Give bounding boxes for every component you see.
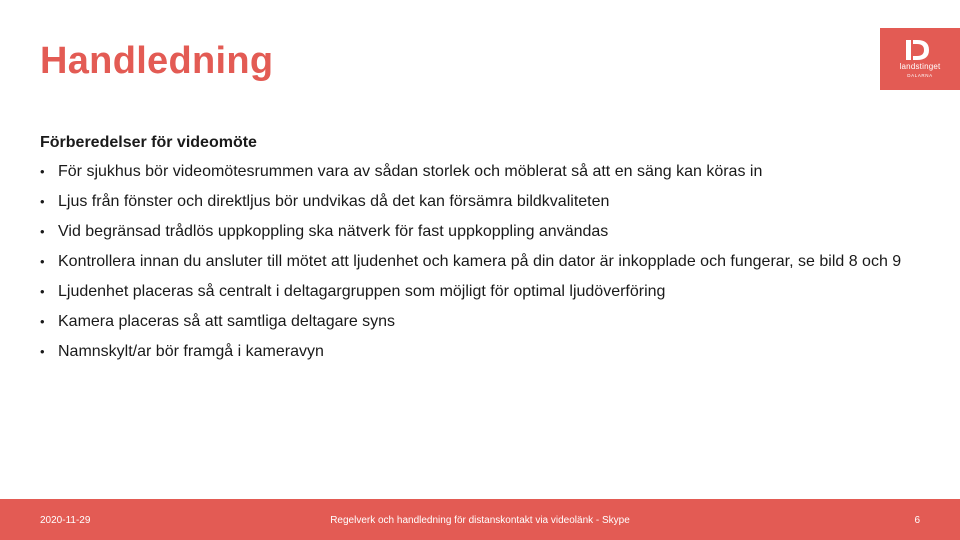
slide-title: Handledning [40, 40, 274, 82]
bullet-item: • För sjukhus bör videomötesrummen vara av sådan storlek och möblerat så att en säng kan köras in [40, 163, 930, 181]
landstinget-logo-icon [902, 40, 938, 62]
bullet-item: • Ljus från fönster och direktljus bör undvikas då det kan försämra bildkvaliteten [40, 193, 930, 211]
logo-name: landstinget [899, 62, 941, 71]
section-heading: Förberedelser för videomöte [40, 134, 257, 151]
bullet-item: • Kontrollera innan du ansluter till mötet att ljudenhet och kamera på din dator är inkopplade och fungerar, se bild 8 och 9 [40, 253, 930, 271]
bullet-list [40, 163, 930, 373]
bullet-item: • Ljudenhet placeras så centralt i deltagargruppen som möjligt för optimal ljudöverföring [40, 283, 930, 301]
footer-date: 2020-11-29 [40, 515, 91, 526]
footer-title: Regelverk och handledning för distanskontakt via videolänk - Skype [330, 515, 630, 526]
bullet-item: • Vid begränsad trådlös uppkoppling ska nätverk för fast uppkoppling användas [40, 223, 930, 241]
page-number: 6 [914, 515, 920, 526]
logo-subtitle: DALARNA [907, 73, 933, 78]
footer-bar [0, 499, 960, 540]
logo [880, 28, 960, 90]
bullet-item: • Kamera placeras så att samtliga deltagare syns [40, 313, 930, 331]
bullet-item: • Namnskylt/ar bör framgå i kameravyn [40, 343, 930, 361]
